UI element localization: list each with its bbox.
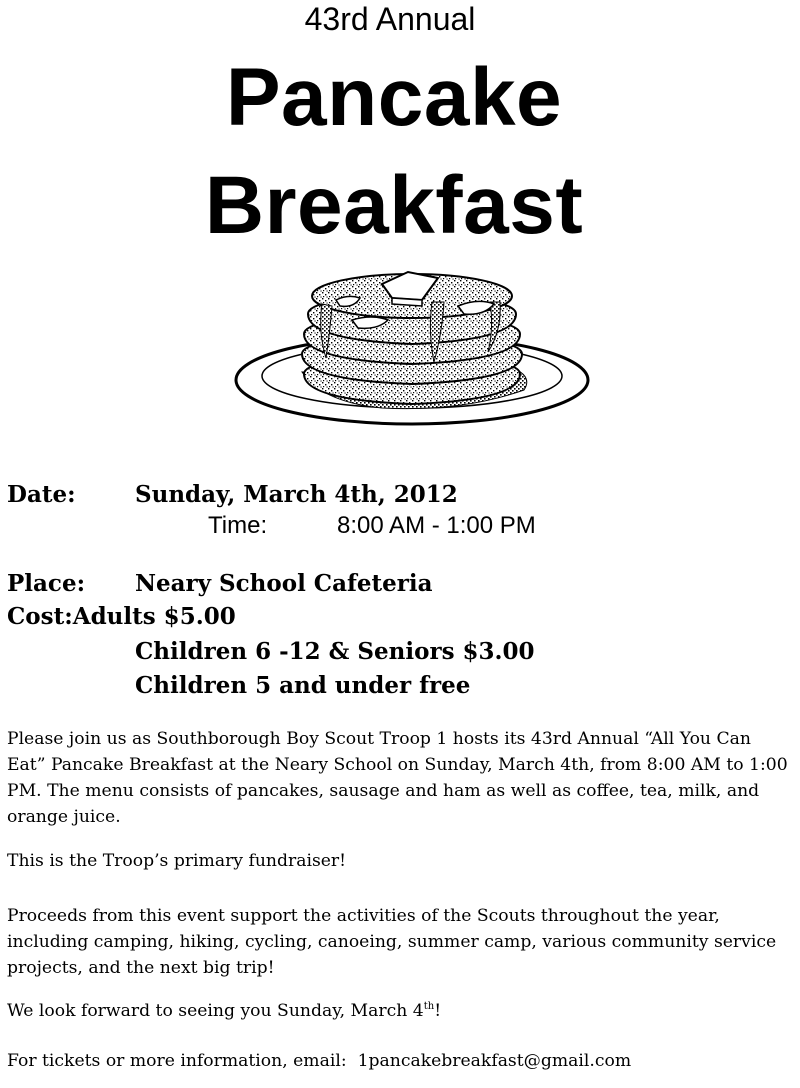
- cost-children: Children 6 -12 & Seniors $3.00: [135, 638, 535, 665]
- cost-row: [7, 602, 236, 632]
- contact-paragraph: [7, 1048, 793, 1074]
- look-forward-text: We look forward to seeing you Sunday, March 4: [7, 1001, 424, 1021]
- ordinal-suffix: th: [423, 1001, 435, 1012]
- proceeds-paragraph: Proceeds from this event support the activities of the Scouts throughout the year, including camping, hiking, cycling, canoeing, summer camp, various community service projects, and the next big trip!: [7, 906, 777, 978]
- title-line-2: Breakfast: [204, 160, 584, 251]
- look-forward-end: !: [434, 1001, 442, 1021]
- place-value: Neary School Cafeteria: [135, 570, 433, 597]
- title-line-1: Pancake: [225, 52, 563, 143]
- pancake-stack-icon: [232, 262, 592, 430]
- cost-label: Cost:: [7, 603, 73, 630]
- place-label: Place:: [7, 570, 86, 597]
- fundraiser-paragraph: This is the Troop’s primary fundraiser!: [7, 851, 347, 871]
- date-value: Sunday, March 4th, 2012: [135, 481, 458, 508]
- date-label: Date:: [7, 481, 76, 508]
- subtitle: 43rd Annual: [304, 1, 476, 37]
- time-value: 8:00 AM - 1:00 PM: [337, 512, 536, 539]
- contact-text: For tickets or more information, email:: [7, 1051, 358, 1071]
- cost-adults: Adults $5.00: [72, 603, 236, 630]
- intro-paragraph: Please join us as Southborough Boy Scout Troop 1 hosts its 43rd Annual “All You Can Eat” Pancake Breakfast at the Neary School on Sunday, March 4th, from 8:00 AM to 1:00 PM. The menu consists of pancakes, sausage and ham as well as coffee, tea, milk, and orange juice.: [7, 729, 788, 827]
- time-label: Time:: [208, 512, 268, 539]
- cost-free: Children 5 and under free: [135, 672, 471, 699]
- contact-email[interactable]: 1pancakebreakfast@gmail.com: [357, 1051, 632, 1071]
- look-forward-paragraph: [7, 998, 793, 1024]
